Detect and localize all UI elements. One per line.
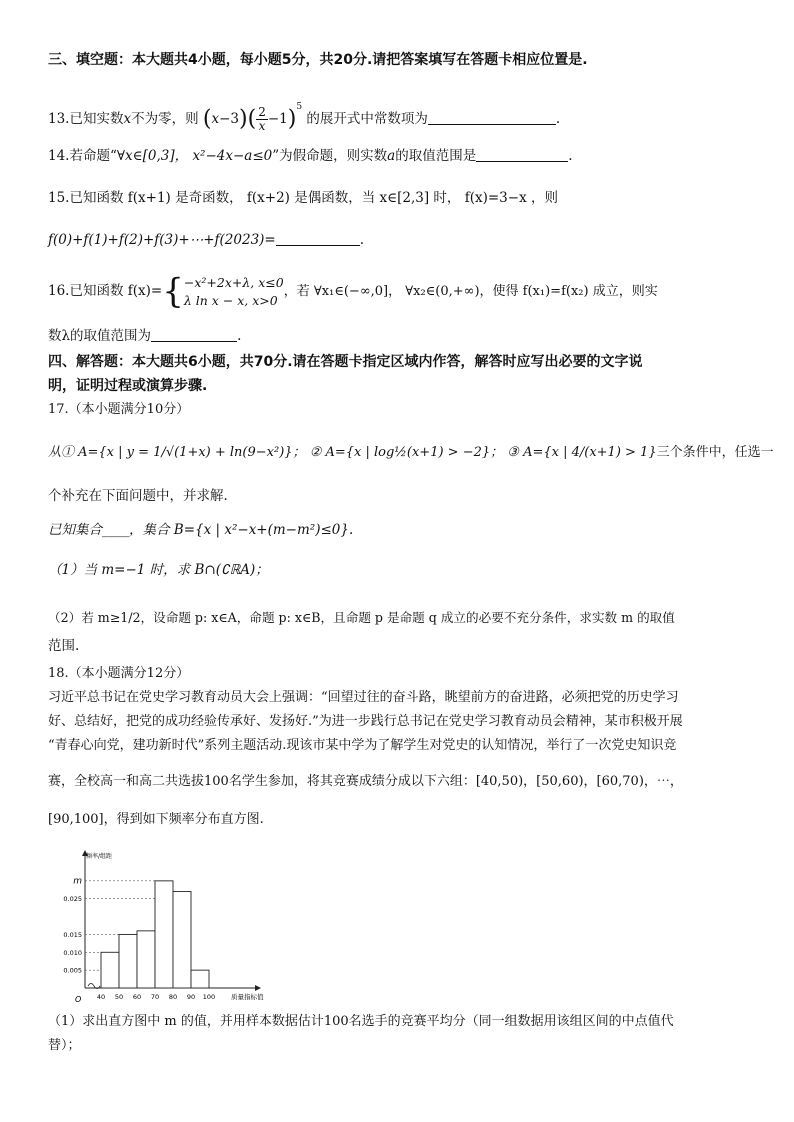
q17-line3: 已知集合____，集合 B={x | x²−x+(m−m²)≤0}.	[48, 522, 354, 538]
y-tick-label: 0.005	[63, 966, 82, 975]
x-tick-label: 100	[202, 993, 216, 1001]
question-16-line2: 数λ的取值范围为 .	[48, 328, 242, 344]
question-13: 13.已知实数x不为零，则 (x−3)( $\frac{2}{x}$ −1)$^5$ 的展开式中常数项为 .	[48, 102, 561, 133]
q16-answer-blank[interactable]	[151, 327, 237, 342]
x-axis-arrow	[255, 985, 261, 991]
q17-title: 17.（本小题满分10分）	[48, 402, 190, 417]
y-tick-label: m	[73, 876, 82, 887]
x-tick-label: 60	[132, 993, 142, 1001]
origin-label: O	[75, 995, 82, 1004]
section3-heading: 三、填空题：本大题共4小题，每小题5分，共20分.请把答案填写在答题卡相应位置是.	[48, 52, 588, 68]
question-14: 14.若命题“∀x∈[0,3]， x²−4x−a≤0”为假命题，则实数a的取值范围是 .	[48, 148, 573, 164]
x-tick-label: 90	[186, 993, 196, 1001]
question-15-line2: f(0)+f(1)+f(2)+f(3)+⋯+f(2023)= .	[48, 232, 365, 248]
histogram-bar	[173, 892, 191, 988]
q18-title: 18.（本小题满分12分）	[48, 666, 190, 681]
question-15-line1: 15.已知函数 f(x+1) 是奇函数， f(x+2) 是偶函数，当 x∈[2,3] 时， f(x)=3−x ，则	[48, 190, 558, 206]
histogram-bar	[101, 952, 119, 988]
q18-para-line3: “青春心向党，建功新时代”系列主题活动.现该市某中学为了解学生对党史的认知情况，举行了一次党史知识竞	[48, 738, 677, 753]
question-16-line1: 16.已知函数 f(x)={ −x²+2x+λ, x≤0 λ ln x − x, x>0 ，若 ∀x₁∈(−∞,0]， ∀x₂∈(0,+∞)，使得 f(x₁)=f(x₂) 成立，则实	[48, 271, 658, 312]
section4-heading-line2: 明，证明过程或演算步骤.	[48, 378, 208, 394]
x-tick-label: 80	[168, 993, 178, 1001]
q17-conditions: 从① A={x | y = 1/√(1+x) + ln(9−x²)}； ② A={x | log½(x+1) > −2}； ③ A={x | 4/(x+1) > 1}三个条件中，任选一	[48, 445, 774, 460]
y-tick-label: 0.010	[63, 948, 82, 957]
q18-part1: （1）求出直方图中 m 的值，并用样本数据估计100名选手的竞赛平均分（同一组数据用该组区间的中点值代	[48, 1014, 674, 1029]
histogram-bar	[137, 931, 155, 988]
y-tick-label: 0.025	[63, 895, 82, 904]
y-tick-label: 0.015	[63, 930, 82, 939]
q17-part2-end: 范围.	[48, 638, 80, 654]
q13-expression: (x−3)( $\frac{2}{x}$ −1)$^5$	[202, 102, 303, 133]
q18-para-line2: 好、总结好，把党的成功经验传承好、发扬好.”为进一步践行总书记在党史学习教育动员会精神，某市积极开展	[48, 714, 683, 729]
q17-part1: （1）当 m=−1 时，求 B∩(∁ℝA)；	[48, 562, 269, 578]
q14-answer-blank[interactable]	[476, 147, 568, 162]
q17-part2: （2）若 m≥1/2，设命题 p: x∈A，命题 p: x∈B，且命题 p 是命题 q 成立的必要不充分条件，求实数 m 的取值	[48, 610, 675, 625]
q15-answer-blank[interactable]	[276, 231, 360, 246]
q18-para-line5: [90,100]，得到如下频率分布直方图.	[48, 812, 264, 827]
histogram-bar	[191, 970, 209, 988]
histogram-bar	[155, 881, 173, 988]
q17-line2: 个补充在下面问题中，并求解.	[48, 488, 228, 504]
y-axis-label: 频率/组距	[85, 853, 113, 860]
q18-para-line1: 习近平总书记在党史学习教育动员大会上强调：“回望过往的奋斗路，眺望前方的奋进路，必须把党的历史学习	[48, 690, 679, 705]
section4-heading-line1: 四、解答题：本大题共6小题，共70分.请在答题卡指定区域内作答，解答时应写出必要的文字说	[48, 354, 643, 370]
histogram-bar	[119, 934, 137, 988]
q18-para-line4: 赛，全校高一和高二共选拔100名学生参加，将其竞赛成绩分成以下六组：[40,50)，[50,60)，[60,70)，⋯，	[48, 774, 683, 789]
q18-part1-end: 替）；	[48, 1038, 81, 1053]
x-tick-label: 50	[114, 993, 124, 1001]
x-tick-label: 70	[150, 993, 160, 1001]
frequency-histogram	[55, 848, 295, 1006]
x-axis-label: 质量指标值	[231, 993, 264, 1001]
x-tick-label: 40	[96, 993, 106, 1001]
q13-answer-blank[interactable]	[428, 110, 556, 125]
